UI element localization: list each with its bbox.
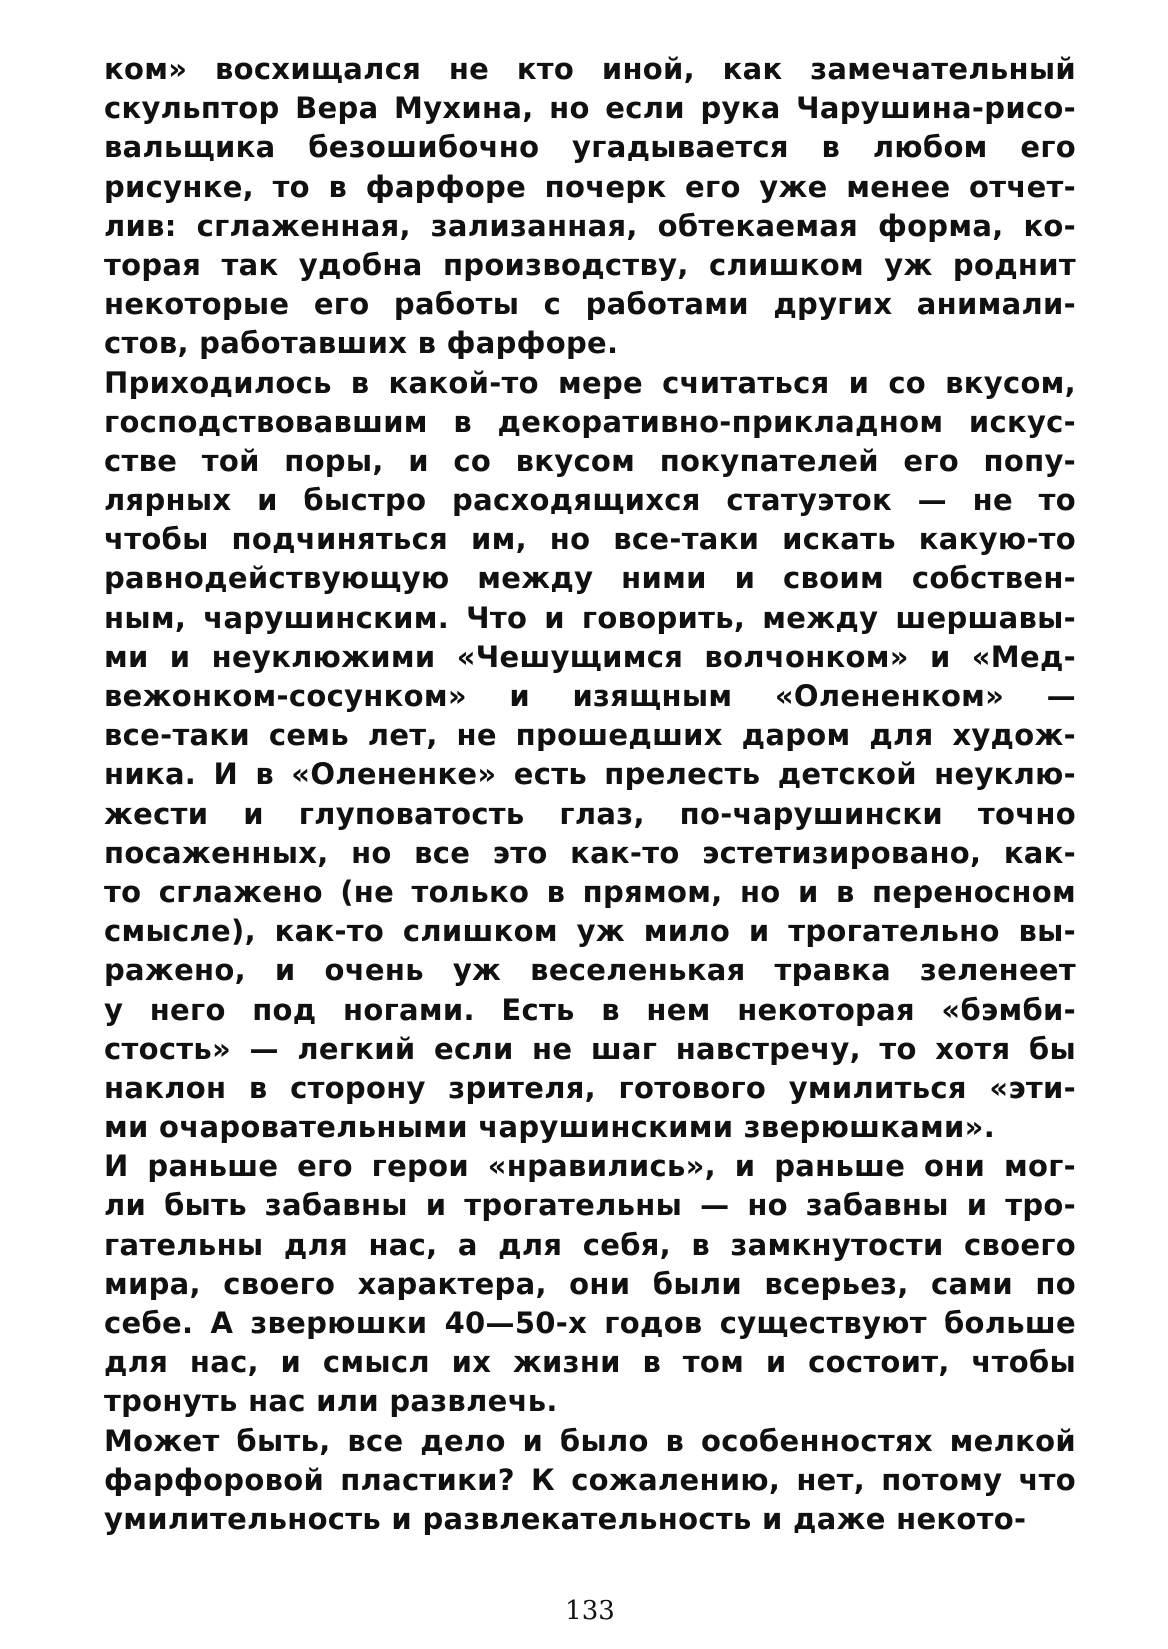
text-line: стость» — легкий если не шаг навстречу, то хотя бы <box>104 1031 1076 1066</box>
paragraph <box>104 1422 1076 1540</box>
text-line: для нас, и смысл их жизни в том и состоит, чтобы <box>104 1345 1076 1380</box>
text-line: некоторые его работы с работами других анимали- <box>104 287 1076 322</box>
text-line: Может быть, все дело и было в особенностях мелкой <box>104 1423 1076 1458</box>
book-page <box>104 50 1076 1626</box>
text-line: стве той поры, и со вкусом покупателей его попу- <box>104 443 1076 478</box>
text-line: тронуть нас или развлечь. <box>104 1384 558 1419</box>
text-line: мира, своего характера, они были всерьез, сами по <box>104 1266 1076 1301</box>
text-line: ми и неуклюжими «Чешущимся волчонком» и «Мед- <box>104 639 1076 674</box>
text-line: вальщика безошибочно угадывается в любом его <box>104 130 1076 165</box>
paragraph <box>104 364 1076 1148</box>
text-line: лярных и быстро расходящихся статуэток — не то <box>104 483 1076 518</box>
text-line: ника. И в «Олененке» есть прелесть детской неуклю- <box>104 757 1076 792</box>
text-line: рисунке, то в фарфоре почерк его уже менее отчет- <box>104 169 1076 204</box>
text-line: господствовавшим в декоративно-прикладном искус- <box>104 404 1076 439</box>
text-line: посаженных, но все это как-то эстетизировано, как- <box>104 835 1076 870</box>
text-line: себе. А зверюшки 40—50-х годов существуют больше <box>104 1306 1076 1340</box>
text-line: стов, работавших в фарфоре. <box>104 326 619 361</box>
text-line: ли быть забавны и трогательны — но забавны и тро- <box>104 1188 1076 1223</box>
page-number: 133 <box>565 1596 615 1626</box>
paragraph <box>104 50 1076 364</box>
text-line: все-таки семь лет, не прошедших даром для худож- <box>104 718 1076 753</box>
text-line: фарфоровой пластики? К сожалению, нет, потому что <box>104 1462 1076 1497</box>
text-line: гательны для нас, а для себя, в замкнутости своего <box>104 1227 1076 1262</box>
text-line: жести и глуповатость глаз, по-чарушински точно <box>104 796 1076 831</box>
text-line: ми очаровательными чарушинскими зверюшками». <box>104 1110 996 1145</box>
text-line: Приходилось в какой-то мере считаться и со вкусом, <box>104 365 1076 400</box>
body-text <box>104 50 1076 1539</box>
text-line: смысле), как-то слишком уж мило и трогательно вы- <box>104 914 1076 949</box>
text-line: наклон в сторону зрителя, готового умилиться «эти- <box>104 1070 1076 1105</box>
text-line: равнодействующую между ними и своим собствен- <box>104 561 1076 596</box>
text-line: скульптор Вера Мухина, но если рука Чарушина-рисо- <box>104 91 1076 126</box>
text-line: умилительность и развлекательность и даже некото- <box>104 1501 1027 1536</box>
text-line: ком» восхищался не кто иной, как замечательный <box>104 52 1076 86</box>
text-line: у него под ногами. Есть в нем некоторая «бэмби- <box>104 992 1076 1027</box>
text-line: чтобы подчиняться им, но все-таки искать какую-то <box>104 522 1076 557</box>
text-line: ным, чарушинским. Что и говорить, между шершавы- <box>104 600 1076 635</box>
text-line: лив: сглаженная, зализанная, обтекаемая форма, ко- <box>104 208 1076 243</box>
text-line: И раньше его герои «нравились», и раньше они мог- <box>104 1149 1076 1184</box>
text-line: то сглажено (не только в прямом, но и в переносном <box>104 874 1076 909</box>
text-line: торая так удобна производству, слишком уж роднит <box>104 247 1076 282</box>
paragraph <box>104 1147 1076 1421</box>
text-line: вежонком-сосунком» и изящным «Олененком» — <box>104 679 1076 713</box>
text-line: ражено, и очень уж веселенькая травка зеленеет <box>104 953 1076 988</box>
